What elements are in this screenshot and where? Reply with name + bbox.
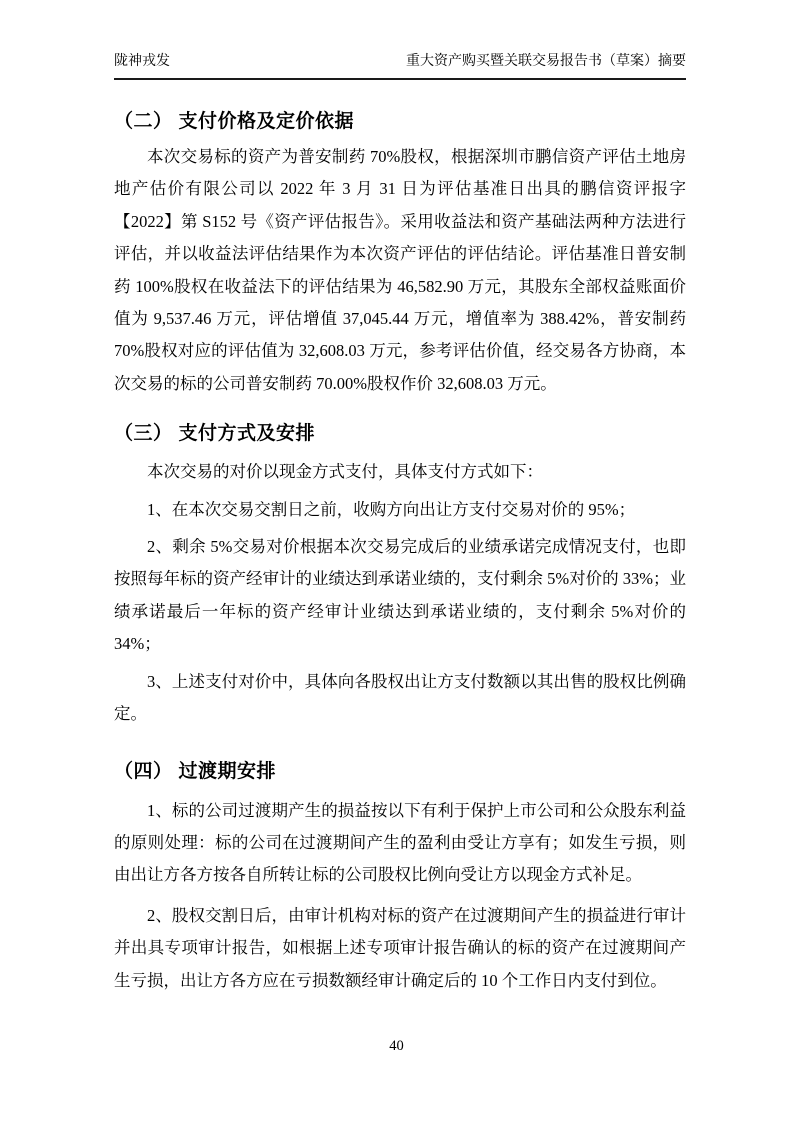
section-title: 支付价格及定价依据	[178, 111, 355, 132]
header-company-name: 陇神戎发	[114, 54, 170, 69]
paragraph-transition-item-1: 1、标的公司过渡期产生的损益按以下有利于保护上市公司和公众股东利益的原则处理：标的公司在过渡期间产生的盈利由受让方享有；如发生亏损，则由出让方各方按各自所转让标的公司股权比例向受让方以现金方式补足。	[114, 800, 686, 885]
paragraph-transition-item-2: 2、股权交割日后，由审计机构对标的资产在过渡期间产生的损益进行审计并出具专项审计报告，如根据上述专项审计报告确认的标的资产在过渡期间产生亏损，出让方各方应在亏损数额经审计确定后的 10 个工作日内支付到位。	[114, 905, 686, 990]
paragraph-payment-item-2: 2、剩余 5%交易对价根据本次交易完成后的业绩承诺完成情况支付，也即按照每年标的资产经审计的业绩达到承诺业绩的，支付剩余 5%对价的 33%；业绩承诺最后一年标的资产经审计业绩达到承诺业绩的，支付剩余 5%对价的 34%；	[114, 537, 686, 654]
paragraph-payment-item-3: 3、上述支付对价中，具体向各股权出让方支付数额以其出售的股权比例确定。	[114, 671, 686, 724]
section-number: （四）	[114, 760, 173, 782]
page-content	[114, 0, 686, 997]
section-heading-payment-method	[114, 419, 686, 449]
paragraph-payment-intro: 本次交易的对价以现金方式支付，具体支付方式如下：	[147, 462, 543, 482]
section-heading-payment-price	[114, 107, 686, 137]
paragraph-payment-item-1: 1、在本次交易交割日之前，收购方向出让方支付交易对价的 95%；	[147, 499, 636, 519]
section-title: 支付方式及安排	[178, 423, 316, 445]
section-title: 过渡期安排	[178, 760, 277, 782]
page-header	[114, 54, 686, 80]
section-heading-transition-period	[114, 757, 686, 787]
section-number: （三）	[114, 423, 173, 445]
paragraph-valuation-basis: 本次交易标的资产为普安制药 70%股权，根据深圳市鹏信资产评估土地房地产估价有限公司以 2022 年 3 月 31 日为评估基准日出具的鹏信资评报字【2022】第 S152 号《资产评估报告》。采用收益法和资产基础法两种方法进行评估，并以收益法评估结果作为本次资产评估的评估结论。评估基准日普安制药 100%股权在收益法下的评估结果为 46,582.90 万元，其股东全部权益账面价值为 9,537.46 万元，评估增值 37,045.44 万元，增值率为 388.42%，普安制药 70%股权对应的评估值为 32,608.03 万元，参考评估价值，经交易各方协商，本次交易的标的公司普安制药 70.00%股权作价 32,608.03 万元。	[114, 147, 686, 393]
section-number: （二）	[114, 111, 173, 132]
page-number: 40	[389, 1038, 404, 1054]
header-report-title: 重大资产购买暨关联交易报告书（草案）摘要	[406, 54, 686, 69]
